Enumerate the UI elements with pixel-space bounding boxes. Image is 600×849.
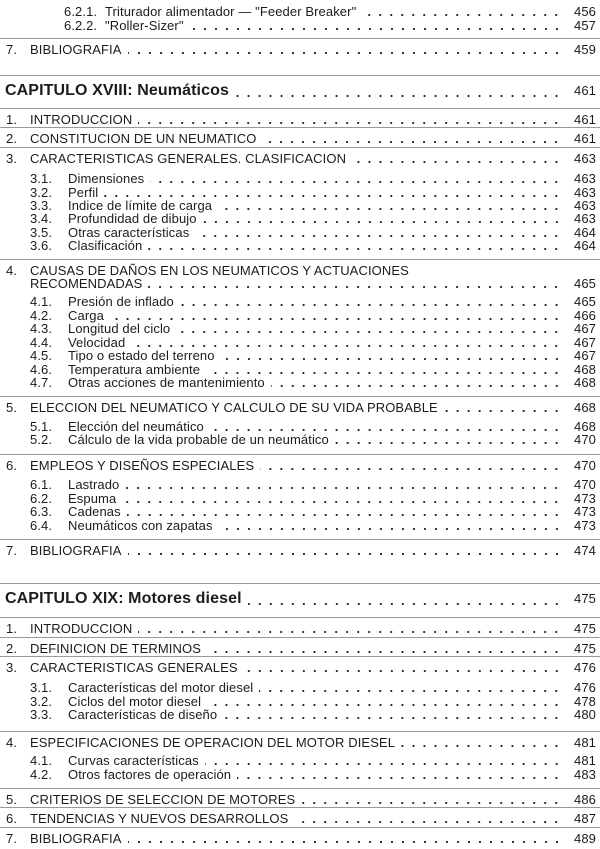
toc-number: 1.	[6, 621, 18, 636]
toc-number: 3.3.	[30, 707, 53, 722]
toc-page-number: 478	[574, 694, 596, 709]
toc-page-number: 470	[574, 458, 596, 473]
toc-title: Longitud del ciclo	[68, 321, 171, 336]
toc-title: ESPECIFICACIONES DE OPERACION DEL MOTOR DIESEL	[30, 735, 396, 750]
dot-leader	[150, 181, 562, 183]
toc-title: TENDENCIAS Y NUEVOS DESARROLLOS	[30, 811, 289, 826]
divider	[0, 827, 600, 828]
toc-section[interactable]	[0, 130, 600, 146]
toc-title: BIBLIOGRAFIA	[30, 543, 122, 558]
toc-page-number: 468	[574, 419, 596, 434]
toc-page-number: 463	[574, 198, 596, 213]
toc-page-number: 464	[574, 238, 596, 253]
toc-page-number: 475	[574, 641, 596, 656]
toc-section[interactable]	[0, 111, 600, 127]
toc-page-number: 481	[574, 753, 596, 768]
toc-number: 1.	[6, 112, 18, 127]
toc-section[interactable]	[0, 734, 600, 750]
toc-number: 6.1.	[30, 477, 53, 492]
toc-number: 6.2.	[30, 491, 53, 506]
toc-title: Características de diseño	[68, 707, 218, 722]
divider	[0, 259, 600, 260]
toc-number: 4.2.	[30, 308, 53, 323]
toc-number: 3.6.	[30, 238, 53, 253]
toc-number: 4.4.	[30, 335, 53, 350]
divider	[0, 147, 600, 148]
toc-page-number: 459	[574, 42, 596, 57]
toc-subsection[interactable]	[0, 706, 600, 722]
divider	[0, 454, 600, 455]
toc-page-number: 473	[574, 518, 596, 533]
toc-section[interactable]	[0, 542, 600, 558]
dot-leader	[223, 717, 562, 719]
toc-title: CONSTITUCION DE UN NEUMATICO	[30, 131, 257, 146]
toc-number: 4.6.	[30, 362, 53, 377]
dot-leader	[205, 763, 562, 765]
toc-number: 6.2.2.	[64, 18, 98, 33]
toc-number: 4.5.	[30, 348, 53, 363]
toc-title: CAUSAS DE DAÑOS EN LOS NEUMATICOS Y ACTUACIONES	[30, 263, 409, 278]
toc-title: BIBLIOGRAFIA	[30, 831, 122, 846]
toc-section[interactable]	[0, 275, 600, 291]
toc-title: Dimensiones	[68, 171, 145, 186]
toc-page-number: 476	[574, 660, 596, 675]
dot-leader	[190, 28, 562, 30]
dot-leader	[128, 52, 562, 54]
toc-number: 4.2.	[30, 767, 53, 782]
dot-leader	[176, 331, 562, 333]
toc-page-number: 480	[574, 707, 596, 722]
toc-title: "Roller-Sizer"	[105, 18, 184, 33]
divider	[0, 656, 600, 657]
toc-number: 5.	[6, 400, 18, 415]
toc-page-number: 476	[574, 680, 596, 695]
dot-leader	[301, 802, 562, 804]
toc-title: Velocidad	[68, 335, 126, 350]
toc-title: INTRODUCCION	[30, 621, 133, 636]
divider	[0, 583, 600, 584]
toc-number: 6.4.	[30, 518, 53, 533]
toc-section[interactable]	[0, 659, 600, 675]
dot-leader	[180, 304, 562, 306]
toc-page-number: 481	[574, 735, 596, 750]
dot-leader	[260, 468, 562, 470]
toc-subsection[interactable]	[0, 374, 600, 390]
dot-leader	[235, 95, 562, 97]
toc-title: Otras características	[68, 225, 190, 240]
toc-page-number: 463	[574, 151, 596, 166]
dot-leader	[148, 286, 562, 288]
toc-number: 4.7.	[30, 375, 53, 390]
toc-title: Ciclos del motor diesel	[68, 694, 202, 709]
toc-title: Cadenas	[68, 504, 121, 519]
divider	[0, 127, 600, 128]
toc-page-number: 486	[574, 792, 596, 807]
divider	[0, 617, 600, 618]
dot-leader	[138, 122, 562, 124]
toc-number: 6.3.	[30, 504, 53, 519]
toc-section[interactable]	[0, 640, 600, 656]
toc-number: 4.	[6, 735, 18, 750]
toc-number: 7.	[6, 543, 18, 558]
toc-number: 7.	[6, 831, 18, 846]
toc-page-number: 470	[574, 432, 596, 447]
toc-title: Otras acciones de mantenimiento	[68, 375, 265, 390]
toc-number: 3.4.	[30, 211, 53, 226]
divider	[0, 788, 600, 789]
toc-number: 4.	[6, 263, 18, 278]
toc-title: INTRODUCCION	[30, 112, 133, 127]
toc-page-number: 463	[574, 171, 596, 186]
divider	[0, 731, 600, 732]
toc-page-number: 475	[574, 591, 596, 606]
toc-page-number: 470	[574, 477, 596, 492]
toc-number: 2.	[6, 641, 18, 656]
toc-title: Profundidad de dibujo	[68, 211, 197, 226]
divider	[0, 108, 600, 109]
toc-title: Espuma	[68, 491, 117, 506]
toc-page-number: 489	[574, 831, 596, 846]
dot-leader	[128, 553, 562, 555]
dot-leader	[401, 745, 562, 747]
toc-number: 3.	[6, 660, 18, 675]
toc-title: CAPITULO XIX: Motores diesel	[5, 590, 242, 607]
toc-page-number: 465	[574, 294, 596, 309]
toc-number: 5.2.	[30, 432, 53, 447]
toc-title: Cálculo de la vida probable de un neumático	[68, 432, 329, 447]
toc-number: 2.	[6, 131, 18, 146]
toc-title: Características del motor diesel	[68, 680, 254, 695]
dot-leader	[127, 514, 562, 516]
toc-number: 6.	[6, 458, 18, 473]
toc-title: EMPLEOS Y DISEÑOS ESPECIALES	[30, 458, 255, 473]
dot-leader	[444, 410, 562, 412]
toc-section[interactable]	[0, 791, 600, 807]
toc-page-number: 468	[574, 375, 596, 390]
toc-title: RECOMENDADAS	[30, 276, 143, 291]
toc-subsection[interactable]	[0, 517, 600, 533]
toc-title: CARACTERISTICAS GENERALES	[30, 660, 238, 675]
toc-title: CAPITULO XVIII: Neumáticos	[5, 82, 229, 99]
toc-page-number: 468	[574, 400, 596, 415]
toc-title: DEFINICION DE TERMINOS	[30, 641, 201, 656]
dot-leader	[125, 487, 562, 489]
toc-number: 6.	[6, 811, 18, 826]
toc-page-number: 466	[574, 308, 596, 323]
divider	[0, 637, 600, 638]
toc-subsection[interactable]	[0, 766, 600, 782]
toc-section[interactable]	[0, 620, 600, 636]
toc-title: Curvas características	[68, 753, 199, 768]
toc-page-number: 457	[574, 18, 596, 33]
toc-title: ELECCION DEL NEUMATICO Y CALCULO DE SU VIDA PROBABLE	[30, 400, 438, 415]
toc-number: 4.1.	[30, 294, 53, 309]
toc-page-number: 463	[574, 185, 596, 200]
dot-leader	[207, 651, 562, 653]
toc-page-number: 468	[574, 362, 596, 377]
toc-page-number: 461	[574, 112, 596, 127]
divider	[0, 38, 600, 39]
toc-title: CARACTERISTICAS GENERALES. CLASIFICACION	[30, 151, 347, 166]
toc-page-number: 461	[574, 83, 596, 98]
toc-page-number: 474	[574, 543, 596, 558]
toc-title: Presión de inflado	[68, 294, 174, 309]
dot-leader	[335, 442, 562, 444]
toc-subsection[interactable]	[0, 237, 600, 253]
toc-page-number: 456	[574, 4, 596, 19]
toc-section[interactable]	[0, 399, 600, 415]
toc-subsection[interactable]	[0, 17, 600, 33]
toc-title: Carga	[68, 308, 104, 323]
toc-page-number: 467	[574, 321, 596, 336]
dot-leader	[128, 841, 562, 843]
toc-section[interactable]	[0, 150, 600, 166]
toc-title: Triturador alimentador — "Feeder Breaker"	[105, 4, 357, 19]
dot-leader	[244, 670, 562, 672]
divider	[0, 539, 600, 540]
dot-leader	[271, 385, 562, 387]
dot-leader	[219, 528, 562, 530]
dot-leader	[362, 14, 562, 16]
toc-section[interactable]	[0, 457, 600, 473]
toc-title: Indice de límite de carga	[68, 198, 213, 213]
divider	[0, 807, 600, 808]
toc-page-number: 465	[574, 276, 596, 291]
toc-chapter-heading[interactable]	[0, 588, 600, 608]
toc-subsection[interactable]	[0, 431, 600, 447]
toc-section[interactable]	[0, 830, 600, 846]
toc-page-number: 473	[574, 491, 596, 506]
toc-chapter-heading[interactable]	[0, 80, 600, 100]
dot-leader	[259, 690, 562, 692]
dot-leader	[294, 821, 562, 823]
toc-number: 6.2.1.	[64, 4, 98, 19]
toc-title: Neumáticos con zapatas	[68, 518, 213, 533]
toc-page-number: 463	[574, 211, 596, 226]
toc-title: Otros factores de operación	[68, 767, 232, 782]
dot-leader	[248, 603, 562, 605]
toc-title: BIBLIOGRAFIA	[30, 42, 122, 57]
toc-title: Temperatura ambiente	[68, 362, 201, 377]
toc-number: 4.3.	[30, 321, 53, 336]
toc-page-number: 467	[574, 335, 596, 350]
toc-number: 4.1.	[30, 753, 53, 768]
toc-number: 5.	[6, 792, 18, 807]
toc-number: 3.1.	[30, 680, 53, 695]
toc-title: Elección del neumático	[68, 419, 204, 434]
toc-number: 3.2.	[30, 185, 53, 200]
toc-title: Lastrado	[68, 477, 120, 492]
toc-number: 3.	[6, 151, 18, 166]
dot-leader	[262, 141, 562, 143]
toc-title: Tipo o estado del terreno	[68, 348, 215, 363]
dot-leader	[352, 161, 562, 163]
toc-number: 7.	[6, 42, 18, 57]
toc-section[interactable]	[0, 810, 600, 826]
dot-leader	[237, 777, 562, 779]
divider	[0, 75, 600, 76]
toc-number: 3.5.	[30, 225, 53, 240]
toc-title: Perfil	[68, 185, 99, 200]
toc-page-number: 461	[574, 131, 596, 146]
divider	[0, 396, 600, 397]
dot-leader	[148, 248, 562, 250]
toc-page-number: 467	[574, 348, 596, 363]
toc-page-number: 464	[574, 225, 596, 240]
toc-page-number: 473	[574, 504, 596, 519]
toc-number: 3.2.	[30, 694, 53, 709]
toc-page-number: 483	[574, 767, 596, 782]
toc-number: 3.3.	[30, 198, 53, 213]
dot-leader	[138, 631, 562, 633]
dot-leader	[221, 358, 562, 360]
toc-title: Clasificación	[68, 238, 143, 253]
toc-number: 3.1.	[30, 171, 53, 186]
dot-leader	[203, 221, 562, 223]
toc-section[interactable]	[0, 41, 600, 57]
toc-page-number: 487	[574, 811, 596, 826]
toc-number: 5.1.	[30, 419, 53, 434]
toc-page-number: 475	[574, 621, 596, 636]
toc-title: CRITERIOS DE SELECCION DE MOTORES	[30, 792, 296, 807]
